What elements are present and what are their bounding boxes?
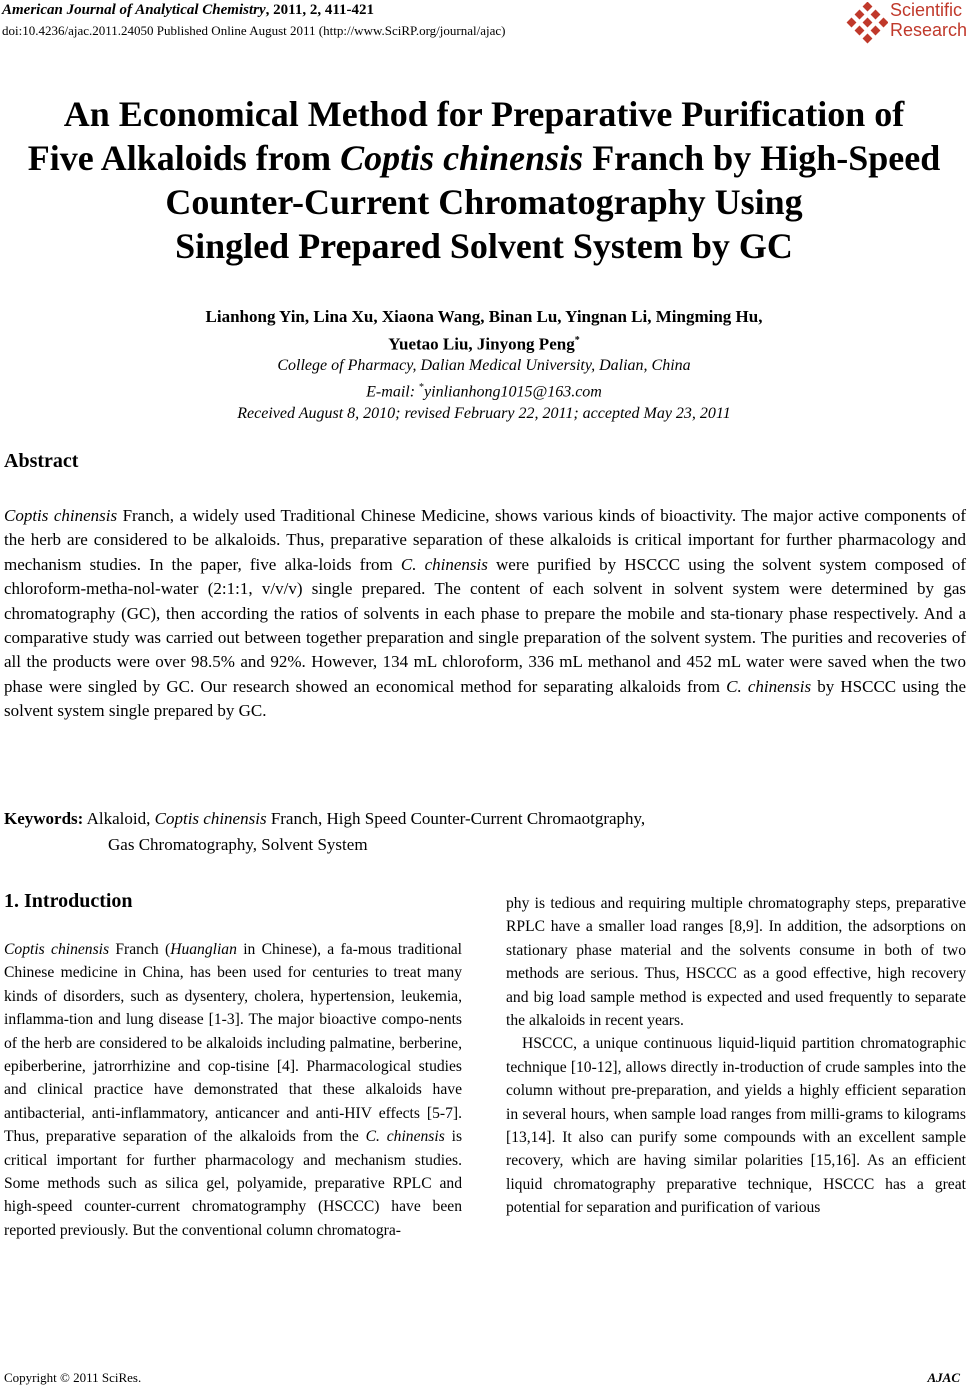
intro-left-column — [4, 938, 462, 1242]
intro-heading: 1. Introduction — [4, 890, 133, 912]
intro-right-para-1: phy is tedious and requiring multiple chromatography steps, preparative RPLC have a smaller load ranges [8,9]. In addition, the adsorptions on stationary phase material and the solvents consume in both of two methods are serious. Thus, HSCCC as a good effective, high recovery and big load sample method is expected and used frequently to separate the alkaloids in recent years. — [506, 895, 966, 1030]
title-line-1: An Economical Method for Preparative Purification of — [63, 94, 905, 134]
title-line-2-post: Franch by High-Speed — [583, 138, 941, 178]
title-line-4: Singled Prepared Solvent System by GC — [175, 226, 793, 266]
logo-line-1: Scientific — [890, 0, 963, 20]
paper-title — [0, 92, 968, 268]
author-list — [0, 305, 968, 357]
college — [0, 355, 968, 377]
doi-line: doi:10.4236/ajac.2011.24050 Published Online August 2011 (http://www.SciRP.org/journal/ajac) — [2, 23, 506, 38]
title-species: Coptis chinensis — [340, 138, 584, 178]
intro-left-3: is critical important for further pharmacology and mechanism studies. Some methods such as silica gel, polyamide, preparative RPLC and high-speed counter-current chromatogramphy (HSCCC) have been reported previously. But the conventional column chromatogra- — [4, 1128, 463, 1239]
authors-line-2 — [0, 329, 968, 357]
corresponding-mark: * — [574, 335, 580, 346]
copyright: Copyright © 2011 SciRes. — [4, 1370, 142, 1385]
intro-left-2: in Chinese), a fa-mous traditional Chinese medicine in China, has been used for centuries to treat many kinds of disorders, such as dysentery, cholera, hypertension, leukemia, inflamma-tion and lung disease [1-3]. The major bioactive compo-nents of the herb are considered to be alkaloids including palmatine, berberine, epiberberine, jatrorrhizine and cop-tisine [4]. Pharmacological studies and clinical practice have demonstrated that these alkaloids have antibacterial, anti-inflammatory, anticancer and anti-HIV effects [5-7]. Thus, preparative separation of the alkaloids from the — [4, 941, 462, 1146]
received-line — [0, 403, 968, 425]
email-star: * — [419, 382, 425, 393]
email-label: E-mail: — [366, 383, 420, 401]
intro-right-para-2: HSCCC, a unique continuous liquid-liquid partition chromatographic technique [10-12], allows directly in-troduction of crude samples into the column without pre-preparation, and yields a highly efficient separation in several hours, when sample load ranges from milli-grams to kilograms [13,14]. It also can purify some compounds with an excellent sample recovery, which are having similar polarities [15,16]. As an efficient liquid chromatography preparative technique, HSCCC has a great potential for separation and purification of various — [506, 1035, 966, 1217]
abstract-part-1: Franch, a widely used Traditional Chinese Medicine, shows various kinds of bioactivity. The major active components of the herb are considered to be alkaloids. Thus, preparative separation of these alkaloids is critical important for further pharmacology and mechanism studies. In the paper, five alka-loids from — [4, 506, 967, 574]
keywords-label: Keywords: — [4, 809, 84, 828]
volume-info: , 2011, 2, 411-421 — [265, 2, 374, 18]
logo-line-2: Research — [890, 20, 968, 40]
abstract-body — [4, 504, 966, 724]
abstract-species-abbr-2: C. chinensis — [726, 676, 812, 696]
intro-c-chinensis: C. chinensis — [365, 1128, 445, 1146]
keywords-line-2: Gas Chromatography, Solvent System — [108, 835, 368, 854]
abstract-part-3: by HSCCC using the solvent system single prepared by GC. — [4, 676, 967, 721]
intro-species: Coptis chinensis — [4, 941, 110, 958]
college-text: College of Pharmacy, Dalian Medical University, Dalian, China — [277, 357, 691, 374]
title-line-2 — [0, 136, 968, 180]
abstract-heading: Abstract — [4, 450, 79, 472]
title-line-3: Counter-Current Chromatography Using — [165, 182, 803, 222]
email-line — [0, 377, 968, 403]
intro-right-column — [506, 892, 966, 1220]
keywords-species: Coptis chinensis — [154, 809, 267, 828]
logo-text — [890, 0, 967, 40]
affiliation-block — [0, 355, 968, 425]
publisher-logo — [846, 0, 968, 44]
keywords-line-1 — [4, 806, 645, 832]
intro-huanglian: Huanglian — [170, 941, 237, 958]
abstract-species-abbr: C. chinensis — [400, 554, 488, 574]
authors-line-1: Lianhong Yin, Lina Xu, Xiaona Wang, Binan Lu, Yingnan Li, Mingming Hu, — [205, 307, 763, 326]
journal-name: American Journal of Analytical Chemistry — [2, 2, 266, 18]
keywords-pre: Alkaloid, — [83, 809, 155, 828]
title-line-2-pre: Five Alkaloids from — [27, 138, 341, 178]
abstract-part-2: were purified by HSCCC using the solvent system composed of chloroform-metha-nol-water (2:1:1, v/v/v) single prepared. The content of each solvent in solvent system were determined by gas chromatography (GC), then according the ratios of solvents in each phase to prepare the mobile and sta-tionary phase respectively. And a comparative study was carried out between together preparation and single preparation of the solvent system. The purities and recoveries of all the products were over 98.5% and 92%. However, 134 mL chloroform, 336 mL methanol and 452 mL water were saved when the two phase were singled by GC. Our research showed an economical method for separating alkaloids from — [4, 554, 966, 696]
email-address[interactable]: yinlianhong1015@163.com — [424, 383, 602, 401]
authors-line-2-text: Yuetao Liu, Jinyong Peng — [388, 334, 575, 354]
received-text: Received August 8, 2010; revised February 22, 2011; accepted May 23, 2011 — [237, 405, 731, 423]
keywords-post: Franch, High Speed Counter-Current Chromaotgraphy, — [266, 809, 646, 828]
abstract-species: Coptis chinensis — [4, 506, 118, 525]
intro-left-1: Franch ( — [109, 941, 171, 958]
scirp-logo-icon — [846, 2, 888, 44]
journal-abbr: AJAC — [927, 1370, 960, 1385]
journal-header — [2, 2, 374, 19]
